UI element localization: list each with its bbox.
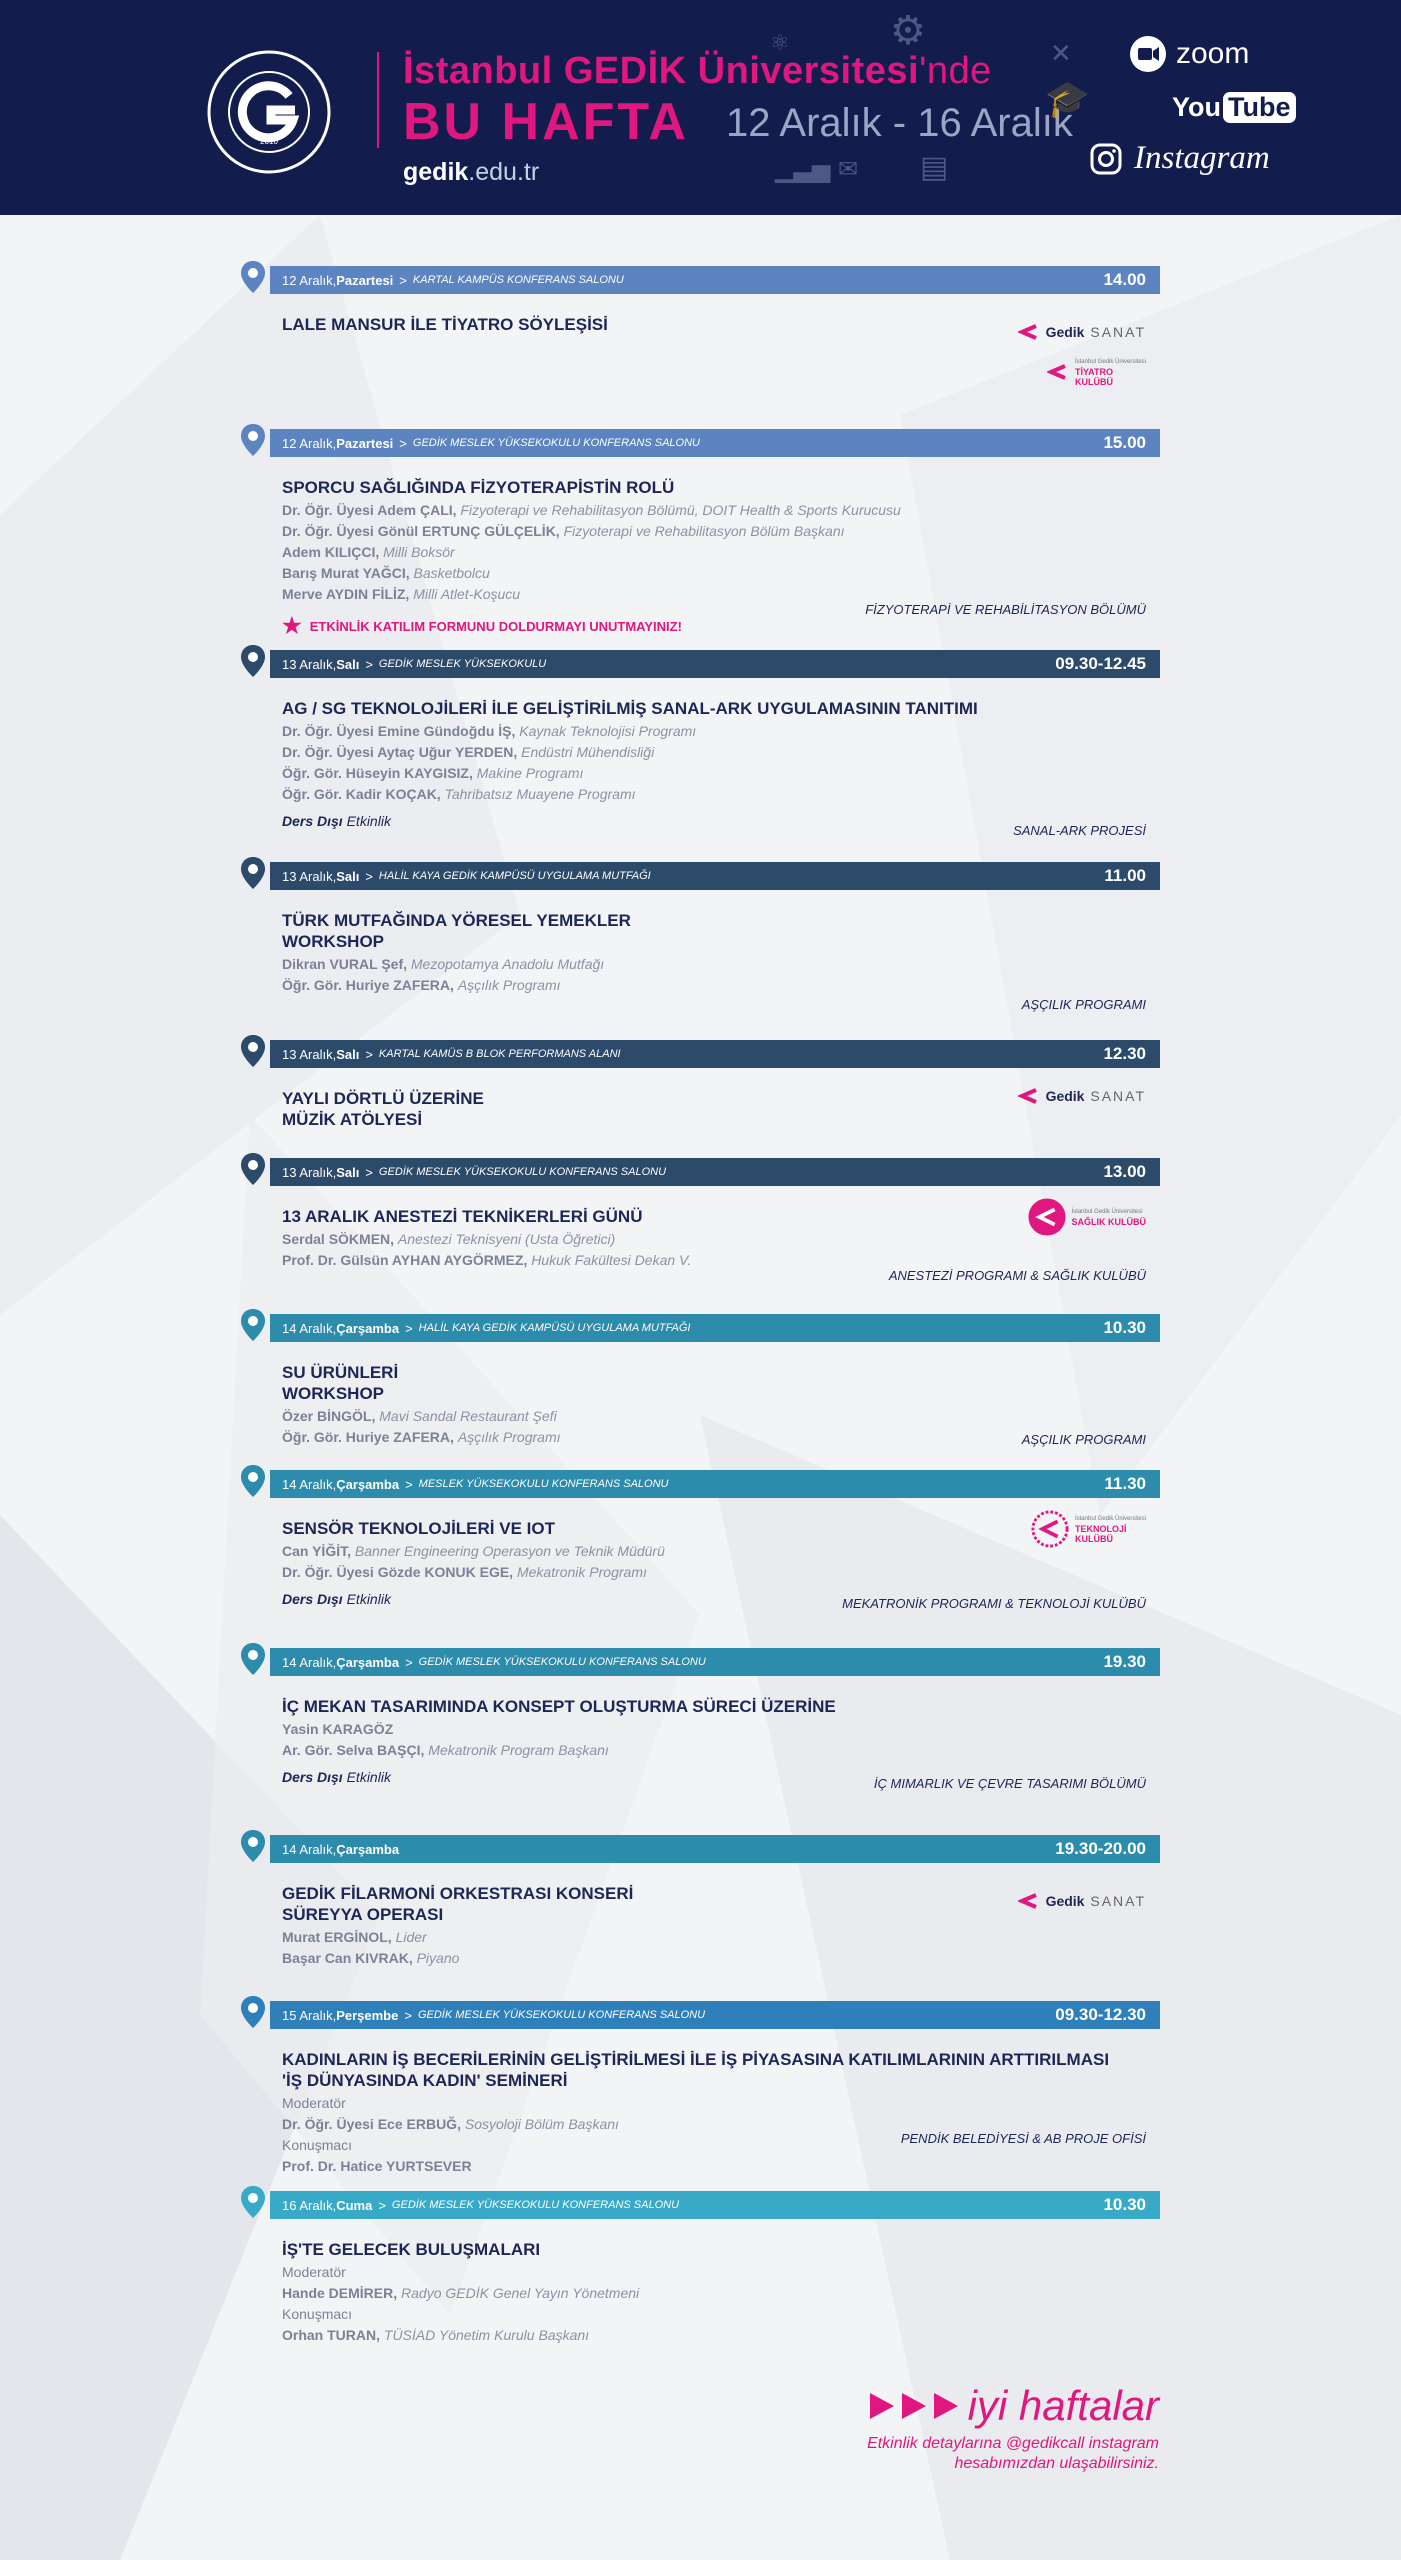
zoom-link[interactable]: zoom [1130,36,1249,72]
gedik-mark-icon [1018,1890,1040,1912]
speaker-line [282,1250,691,1271]
logo-sanat: SANAT [1090,1088,1146,1104]
reminder-text: ETKİNLİK KATILIM FORMUNU DOLDURMAYI UNUTMAYINIZ! [309,618,682,634]
event-organizer: ANESTEZİ PROGRAMI & SAĞLIK KULÜBÜ [888,1268,1146,1283]
footer-note-line2: hesabımızdan ulaşabilirsiniz. [954,2455,1159,2472]
speaker-line: Moderatör [282,2264,346,2280]
speaker-line [282,500,901,521]
event-day: Çarşamba [336,1654,400,1670]
footer-headline: iyi haftalar [967,2382,1159,2429]
speaker-line [282,542,455,563]
speaker-name: Dr. Öğr. Üyesi Emine Gündoğdu İŞ, [282,723,516,739]
event-title: SÜREYYA OPERASI [282,1905,444,1924]
theatre-club-badge [1047,357,1146,387]
event-venue: KARTAL KAMÜS B BLOK PERFORMANS ALANI [378,1048,621,1060]
chevron-right-icon: > [399,272,407,288]
footer [867,2382,1159,2474]
event-venue: KARTAL KAMPÜS KONFERANS SALONU [412,274,624,286]
event-venue: GEDİK MESLEK YÜKSEKOKULU KONFERANS SALONU [417,2009,706,2021]
graduation-cap-icon: 🎓 [1045,78,1090,119]
club-line1: TİYATRO [1074,367,1113,377]
chevron-right-icon: > [365,1046,373,1062]
speaker-line [282,763,583,784]
location-pin-icon [240,1995,266,2029]
event-day: Çarşamba [336,1476,400,1492]
event-date: 12 Aralık, [282,435,337,451]
speaker-role: Kaynak Teknolojisi Programı [519,723,697,739]
event-time: 10.30 [1103,1318,1146,1337]
university-logo [205,48,333,176]
event-day: Salı [336,1164,360,1180]
play-arrows-icon [870,2393,958,2419]
speaker-role: Lider [395,1929,427,1945]
header-title: İstanbul GEDİK Üniversitesi'nde [403,50,992,92]
speaker-name: Hande DEMİRER, [282,2285,398,2301]
location-pin-icon [240,1034,266,1068]
event-header-bar [270,429,1160,457]
chevron-right-icon: > [404,2007,412,2023]
speaker-role: Fizyoterapi ve Rehabilitasyon Bölüm Başkanı [563,523,845,539]
event-title: YAYLI DÖRTLÜ ÜZERİNE [282,1089,484,1108]
note-bold: Ders Dışı [282,813,343,829]
event-venue: HALİL KAYA GEDİK KAMPÜSÜ UYGULAMA MUTFAĞI [378,870,651,882]
speaker-name: Dikran VURAL Şef, [282,956,407,972]
speaker-name: Dr. Öğr. Üyesi Aytaç Uğur YERDEN, [282,744,518,760]
chevron-right-icon: > [365,1164,373,1180]
event-date: 16 Aralık, [282,2197,337,2213]
event-day: Perşembe [336,2007,399,2023]
location-pin-icon [240,1642,266,1676]
event-organizer: FİZYOTERAPİ VE REHABİLİTASYON BÖLÜMÜ [865,602,1146,617]
speaker-role: Hukuk Fakültesi Dekan V. [531,1252,692,1268]
club-university: İstanbul Gedik Üniversitesi [1074,359,1146,365]
speaker-line: Moderatör [282,2095,346,2111]
event-header-bar [270,1040,1160,1068]
gedik-mark-icon [1018,321,1040,343]
event-type-note [282,1769,391,1785]
header-divider [377,52,379,148]
event-day: Çarşamba [336,1320,400,1336]
location-pin-icon [240,423,266,457]
logo-gedik: Gedik [1045,1893,1085,1909]
event-title: SPORCU SAĞLIĞINDA FİZYOTERAPİSTİN ROLÜ [282,478,675,497]
speaker-role: Sosyoloji Bölüm Başkanı [464,2116,619,2132]
event-title: 13 ARALIK ANESTEZİ TEKNİKERLERİ GÜNÜ [282,1207,643,1226]
event-time: 10.30 [1103,2195,1146,2214]
chevron-right-icon: > [405,1476,413,1492]
speaker-name: Merve AYDIN FİLİZ, [282,586,410,602]
note-rest: Etkinlik [346,1591,391,1607]
chevron-right-icon: > [378,2197,386,2213]
speaker-name: Barış Murat YAĞCI, [282,565,410,581]
speaker-name: Prof. Dr. Gülsün AYHAN AYGÖRMEZ, [282,1252,528,1268]
event-title: GEDİK FİLARMONİ ORKESTRASI KONSERİ [282,1884,634,1903]
event-day: Çarşamba [336,1841,400,1857]
speaker-name: Başar Can KIVRAK, [282,1950,413,1966]
footer-note-line1: Etkinlik detaylarına @gedikcall instagram [867,2435,1159,2452]
speaker-line: Konuşmacı [282,2306,353,2322]
speaker-line: Konuşmacı [282,2137,353,2153]
club-text [1075,357,1146,387]
event-time: 09.30-12.45 [1055,654,1146,673]
speaker-line [282,1927,427,1948]
speaker-role: Mekatronik Programı [516,1564,647,1580]
event-title: MÜZİK ATÖLYESİ [282,1110,423,1129]
club-line: KULÜBÜ [1074,1534,1113,1544]
speaker-name: Dr. Öğr. Üyesi Gönül ERTUNÇ GÜLÇELİK, [282,523,560,539]
speaker-line [282,2156,472,2177]
speaker-line [282,975,561,996]
event-date: 13 Aralık, [282,656,337,672]
instagram-icon [1090,143,1122,175]
event-title: WORKSHOP [282,1384,384,1403]
club-line2: KULÜBÜ [1074,377,1113,387]
event-header-bar [270,1158,1160,1186]
event-title: TÜRK MUTFAĞINDA YÖRESEL YEMEKLER [282,911,631,930]
speaker-role: Fizyoterapi ve Rehabilitasyon Bölümü, DOIT Health & Sports Kurucusu [460,502,901,518]
envelope-icon: ✉ [838,156,859,183]
chevron-right-icon: > [399,435,407,451]
speaker-name: Can YİĞİT, [282,1543,351,1559]
speaker-role: Tahribatsız Muayene Programı [444,786,636,802]
speaker-line [282,584,520,605]
logo-sanat: SANAT [1090,1893,1146,1909]
logo-year: 2010 [260,137,278,146]
close-icon: ✕ [1050,38,1072,68]
header-banner [0,0,1401,215]
gedik-mark-icon [1018,1085,1040,1107]
speaker-name: Ar. Gör. Selva BAŞÇI, [282,1742,425,1758]
speaker-name: Dr. Öğr. Üyesi Gözde KONUK EGE, [282,1564,514,1580]
atom-icon: ⚛ [770,30,790,55]
speaker-name: Murat ERGİNOL, [282,1929,392,1945]
chevron-right-icon: > [365,656,373,672]
header-subtitle: BU HAFTA [403,93,689,151]
event-time: 12.30 [1103,1044,1146,1063]
event-title: SENSÖR TEKNOLOJİLERİ VE IOT [282,1519,555,1538]
gear-icon: ⚙ [890,9,926,53]
event-header-bar [270,1314,1160,1342]
club-university: İstanbul Gedik Üniversitesi [1074,1516,1146,1522]
speaker-line [282,1562,647,1583]
speaker-role: Makine Programı [476,765,584,781]
logo-gedik: Gedik [1045,1088,1085,1104]
speaker-name: Özer BİNGÖL, [282,1408,376,1424]
location-pin-icon [240,1308,266,1342]
speaker-line [282,721,696,742]
speaker-role: Radyo GEDİK Genel Yayın Yönetmeni [401,2285,640,2301]
chevron-right-icon: > [365,868,373,884]
speaker-line [282,784,636,805]
club-university: İstanbul Gedik Üniversitesi [1071,1209,1143,1215]
gedik-sanat-logo [1046,324,1146,340]
speaker-line [282,563,490,584]
instagram-link[interactable]: Instagram [1090,140,1270,177]
event-date: 14 Aralık, [282,1654,337,1670]
event-title: WORKSHOP [282,932,384,951]
event-time: 19.30 [1103,1652,1146,1671]
star-icon: ★ [282,613,302,638]
event-title: İŞ'TE GELECEK BULUŞMALARI [282,2240,541,2259]
location-pin-icon [240,1152,266,1186]
speaker-line [282,1229,615,1250]
event-type-note [282,813,391,829]
speaker-name: Yasin KARAGÖZ [282,1721,394,1737]
location-pin-icon [240,1464,266,1498]
speaker-name: Dr. Öğr. Üyesi Ece ERBUĞ, [282,2116,461,2132]
header-dates: 12 Aralık - 16 Aralık [726,101,1073,145]
event-time: 15.00 [1103,433,1146,452]
event-date: 14 Aralık, [282,1841,337,1857]
event-header-bar [270,266,1160,294]
event-title: SU ÜRÜNLERİ [282,1363,399,1382]
club-badge [1031,1510,1146,1548]
speaker-role: Milli Atlet-Koşucu [413,586,521,602]
club-badge [1018,1890,1146,1912]
speaker-line [282,2114,619,2135]
event-date: 12 Aralık, [282,272,337,288]
speaker-line [282,1541,665,1562]
event-header-bar [270,2191,1160,2219]
event-header-bar [270,650,1160,678]
speaker-name: Öğr. Gör. Kadir KOÇAK, [282,786,441,802]
event-time: 11.30 [1104,1474,1146,1493]
event-title: 'İŞ DÜNYASINDA KADIN' SEMİNERİ [282,2071,568,2090]
event-venue: GEDİK MESLEK YÜKSEKOKULU KONFERANS SALONU [391,2199,680,2211]
speaker-line [282,1740,609,1761]
gedik-sanat-logo [1046,1893,1146,1909]
speaker-line [282,1719,393,1740]
club-emblem-icon [1028,1198,1066,1236]
event-organizer: AŞÇILIK PROGRAMI [1021,1432,1146,1447]
speaker-name: Öğr. Gör. Hüseyin KAYGISIZ, [282,765,473,781]
event-venue: GEDİK MESLEK YÜKSEKOKULU KONFERANS SALONU [412,437,700,449]
event-venue: GEDİK MESLEK YÜKSEKOKULU KONFERANS SALONU [418,1656,706,1668]
speaker-line [282,1427,561,1448]
club-line: TEKNOLOJİ [1074,1524,1127,1534]
event-title: İÇ MEKAN TASARIMINDA KONSEPT OLUŞTURMA SÜRECİ ÜZERİNE [282,1697,836,1716]
event-date: 13 Aralık, [282,868,337,884]
event-date: 14 Aralık, [282,1320,337,1336]
speaker-role: Mezopotamya Anadolu Mutfağı [410,956,605,972]
event-time: 13.00 [1103,1162,1146,1181]
note-bold: Ders Dışı [282,1769,343,1785]
event-time: 11.00 [1104,866,1146,885]
club-text [1072,1207,1147,1227]
event-header-bar [270,862,1160,890]
document-icon: ▤ [920,151,949,184]
speaker-role: Anestezi Teknisyeni (Usta Öğretici) [397,1231,616,1247]
note-rest: Etkinlik [346,1769,391,1785]
event-venue: GEDİK MESLEK YÜKSEKOKULU KONFERANS SALONU [378,1166,667,1178]
speaker-line [282,1406,557,1427]
speaker-name: Orhan TURAN, [282,2327,380,2343]
location-pin-icon [240,856,266,890]
event-header-bar [270,1470,1160,1498]
club-badge [1018,1085,1146,1107]
speaker-role: Piyano [416,1950,460,1966]
speaker-line [282,1948,459,1969]
event-time: 14.00 [1103,270,1146,289]
club-emblem-icon [1031,1510,1069,1548]
logo-sanat: SANAT [1090,324,1146,340]
speaker-line [282,2325,589,2346]
event-header-bar [270,2001,1160,2029]
speaker-role: Basketbolcu [413,565,490,581]
gedik-mark-icon [1047,361,1069,383]
speaker-line [282,742,654,763]
event-title: LALE MANSUR İLE TİYATRO SÖYLEŞİSİ [282,315,608,334]
speaker-role: Mavi Sandal Restaurant Şefi [379,1408,557,1424]
event-header-bar [270,1835,1160,1863]
location-pin-icon [240,644,266,678]
speaker-role: TÜSİAD Yönetim Kurulu Başkanı [383,2327,590,2343]
event-time: 09.30-12.30 [1055,2005,1146,2024]
speaker-role: Milli Boksör [383,544,455,560]
speaker-name: Prof. Dr. Hatice YURTSEVER [282,2158,472,2174]
speaker-line [282,521,845,542]
speaker-role: Endüstri Mühendisliği [521,744,655,760]
chevron-right-icon: > [405,1320,413,1336]
event-venue: MESLEK YÜKSEKOKULU KONFERANS SALONU [418,1478,669,1490]
event-organizer: İÇ MIMARLIK VE ÇEVRE TASARIMI BÖLÜMÜ [873,1776,1146,1791]
event-type-note [282,1591,391,1607]
zoom-icon [1130,36,1166,72]
speaker-name: Öğr. Gör. Huriye ZAFERA, [282,1429,454,1445]
speaker-name: Adem KILIÇCI, [282,544,380,560]
location-pin-icon [240,2185,266,2219]
youtube-link[interactable]: You Tube [1172,92,1296,123]
speaker-role: Aşçılık Programı [457,977,561,993]
club-line: SAĞLIK KULÜBÜ [1071,1217,1146,1227]
speaker-role: Aşçılık Programı [457,1429,561,1445]
speaker-name: Serdal SÖKMEN, [282,1231,395,1247]
bar-chart-icon: ▁▃▅ [775,156,831,183]
speaker-line [282,954,604,975]
event-organizer: AŞÇILIK PROGRAMI [1021,997,1146,1012]
event-organizer: MEKATRONİK PROGRAMI & TEKNOLOJİ KULÜBÜ [842,1596,1146,1611]
event-organizer: SANAL-ARK PROJESİ [1013,823,1146,838]
website-link[interactable]: gedik.edu.tr [403,158,540,186]
logo-gedik: Gedik [1045,324,1085,340]
event-date: 13 Aralık, [282,1046,337,1062]
event-title: KADINLARIN İŞ BECERİLERİNİN GELİŞTİRİLMESİ İLE İŞ PİYASASINA KATILIMLARININ ARTTIRILMASI [282,2050,1110,2069]
speaker-role: Mekatronik Program Başkanı [428,1742,609,1758]
event-header-bar [270,1648,1160,1676]
chevron-right-icon: > [405,1654,413,1670]
location-pin-icon [240,1829,266,1863]
event-date: 13 Aralık, [282,1164,337,1180]
event-day: Pazartesi [336,435,394,451]
note-rest: Etkinlik [346,813,391,829]
event-day: Cuma [336,2197,373,2213]
club-badge [1018,321,1146,343]
club-badge [1028,1198,1147,1236]
event-date: 15 Aralık, [282,2007,337,2023]
speaker-line [282,2283,639,2304]
club-text [1075,1514,1146,1544]
gedik-sanat-logo [1046,1088,1146,1104]
event-day: Salı [336,1046,360,1062]
event-time: 19.30-20.00 [1055,1839,1146,1858]
speaker-name: Dr. Öğr. Üyesi Adem ÇALI, [282,502,457,518]
location-pin-icon [240,260,266,294]
reminder-notice [282,613,682,639]
note-bold: Ders Dışı [282,1591,343,1607]
event-venue: HALİL KAYA GEDİK KAMPÜSÜ UYGULAMA MUTFAĞI [418,1322,691,1334]
speaker-name: Öğr. Gör. Huriye ZAFERA, [282,977,454,993]
event-day: Salı [336,868,360,884]
event-title: AG / SG TEKNOLOJİLERİ İLE GELİŞTİRİLMİŞ SANAL-ARK UYGULAMASININ TANITIMI [282,699,978,718]
event-day: Pazartesi [336,272,394,288]
event-date: 14 Aralık, [282,1476,337,1492]
event-organizer: PENDİK BELEDİYESİ & AB PROJE OFİSİ [900,2131,1146,2146]
event-day: Salı [336,656,360,672]
event-venue: GEDİK MESLEK YÜKSEKOKULU [378,658,547,670]
speaker-role: Banner Engineering Operasyon ve Teknik Müdürü [354,1543,665,1559]
